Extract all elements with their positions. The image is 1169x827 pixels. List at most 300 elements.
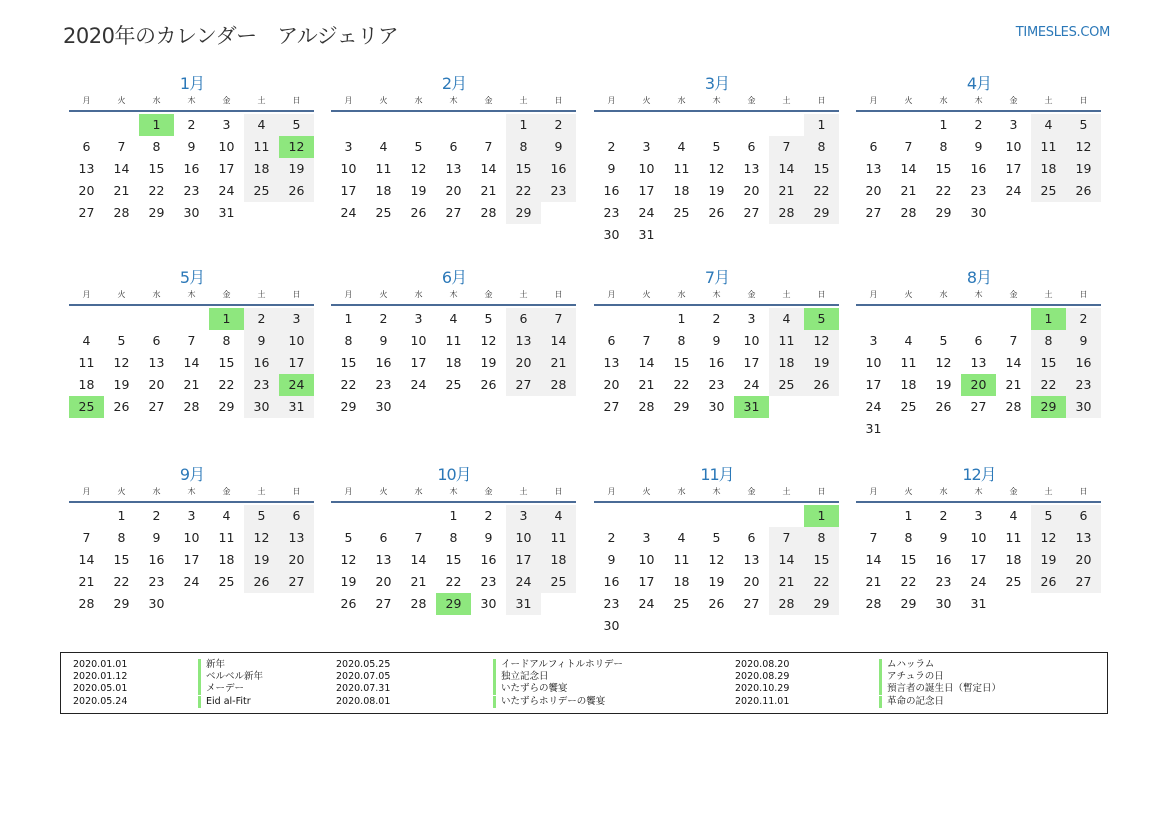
day-cell: 29 [113,596,130,611]
month-block [331,73,577,224]
day-cell: 7 [904,139,913,154]
day-cell: 12 [113,355,130,370]
day-cell: 28 [480,205,497,220]
day-cell: 10 [970,530,987,545]
day-cell: 25 [218,574,235,589]
weekday-label: 水 [152,96,161,105]
day-cell: 9 [152,530,161,545]
empty-cell [769,505,804,527]
day-cell: 13 [603,355,620,370]
day-cell: 1 [209,308,244,330]
day-cell: 25 [69,396,104,418]
day-cell: 14 [769,158,804,180]
day-cell: 14 [900,161,917,176]
day-cell: 15 [340,355,357,370]
empty-cell [1066,202,1101,224]
day-cell: 8 [1031,330,1066,352]
day-cell: 18 [541,549,576,571]
month-block [594,73,840,246]
day-cell: 13 [1066,527,1101,549]
day-cell: 7 [642,333,651,348]
day-cell: 11 [541,527,576,549]
day-cell: 13 [743,552,760,567]
weekday-label: 火 [379,487,388,496]
empty-cell [734,505,769,527]
day-cell: 12 [244,527,279,549]
day-cell: 27 [1066,571,1101,593]
weekday-label: 金 [1009,290,1018,299]
empty-cell [926,308,961,330]
day-cell: 12 [279,136,314,158]
day-cell: 16 [1066,352,1101,374]
day-cell: 23 [970,183,987,198]
weekday-label: 土 [257,96,266,105]
weekday-label: 日 [1079,290,1088,299]
day-cell: 18 [900,377,917,392]
day-cell: 28 [1005,399,1022,414]
day-cell: 10 [865,355,882,370]
day-cell: 8 [449,530,458,545]
day-cell: 16 [603,183,620,198]
month-divider [856,304,1101,306]
day-cell: 6 [279,505,314,527]
weekday-label: 木 [974,96,983,105]
holiday-date: 2020.05.25 [336,659,391,670]
weekday-label: 火 [117,96,126,105]
day-cell: 12 [708,161,725,176]
day-cell: 26 [410,205,427,220]
weekday-label: 水 [677,290,686,299]
week-row [331,308,577,330]
day-cell: 22 [218,377,235,392]
empty-cell [664,615,699,637]
day-cell: 25 [541,571,576,593]
month-divider [69,501,314,503]
empty-cell [401,396,436,418]
day-cell: 11 [900,355,917,370]
weekday-label: 金 [222,290,231,299]
week-row [856,527,1102,549]
day-cell: 13 [78,161,95,176]
day-cell: 28 [769,593,804,615]
empty-cell [104,308,139,330]
day-cell: 19 [113,377,130,392]
day-cell: 29 [436,593,471,615]
day-cell: 31 [279,396,314,418]
day-cell: 19 [708,574,725,589]
month-divider [331,501,576,503]
day-cell: 30 [375,399,392,414]
day-cell: 5 [804,308,839,330]
empty-cell [629,615,664,637]
month-divider [594,110,839,112]
empty-cell [926,418,961,440]
day-cell: 7 [187,333,196,348]
day-cell: 10 [340,161,357,176]
day-cell: 10 [638,552,655,567]
day-cell: 29 [1031,396,1066,418]
day-cell: 15 [218,355,235,370]
month-block [856,267,1102,440]
week-row [594,136,840,158]
week-row [69,374,315,396]
day-cell: 17 [970,552,987,567]
day-cell: 21 [78,574,95,589]
day-cell: 4 [379,139,388,154]
week-row [331,593,577,615]
empty-cell [366,114,401,136]
day-cell: 2 [607,530,616,545]
week-row [69,549,315,571]
month-block [856,73,1102,224]
weekday-label: 日 [817,96,826,105]
weekday-label: 土 [519,96,528,105]
weekday-label: 土 [1044,487,1053,496]
empty-cell [891,308,926,330]
weekday-header [594,486,840,498]
empty-cell [244,593,279,615]
day-cell: 18 [1031,158,1066,180]
weekday-label: 水 [677,96,686,105]
day-cell: 22 [804,571,839,593]
day-cell: 31 [734,396,769,418]
holiday-name: イードアルフィトルホリデー [493,659,623,671]
weekday-label: 金 [484,487,493,496]
weekday-label: 日 [292,487,301,496]
day-cell: 27 [279,571,314,593]
day-cell: 18 [375,183,392,198]
week-row [69,330,315,352]
day-cell: 23 [480,574,497,589]
day-cell: 11 [769,330,804,352]
day-cell: 8 [152,139,161,154]
week-row [331,571,577,593]
week-row [594,308,840,330]
empty-cell [629,114,664,136]
day-cell: 16 [480,552,497,567]
week-row [856,396,1102,418]
empty-cell [769,396,804,418]
day-cell: 11 [244,136,279,158]
day-cell: 20 [445,183,462,198]
day-cell: 21 [769,571,804,593]
month-divider [331,110,576,112]
day-cell: 8 [506,136,541,158]
day-cell: 26 [244,571,279,593]
day-cell: 28 [541,374,576,396]
empty-cell [996,308,1031,330]
day-cell: 16 [970,161,987,176]
holiday-legend [60,652,1108,714]
day-cell: 10 [1005,139,1022,154]
week-row [331,527,577,549]
month-block [69,73,315,224]
day-cell: 26 [935,399,952,414]
day-cell: 17 [218,161,235,176]
week-row [331,505,577,527]
day-cell: 20 [865,183,882,198]
weekday-label: 月 [82,290,91,299]
week-row [594,158,840,180]
day-cell: 8 [117,530,126,545]
empty-cell [471,396,506,418]
day-cell: 9 [244,330,279,352]
day-cell: 30 [148,596,165,611]
day-cell: 1 [939,117,948,132]
empty-cell [996,202,1031,224]
weekday-label: 月 [607,487,616,496]
weekday-header [331,95,577,107]
day-cell: 29 [673,399,690,414]
day-cell: 15 [673,355,690,370]
day-cell: 6 [869,139,878,154]
day-cell: 2 [379,311,388,326]
day-cell: 1 [677,311,686,326]
weekday-label: 水 [939,96,948,105]
day-cell: 30 [1066,396,1101,418]
month-block [69,464,315,615]
day-cell: 12 [1031,527,1066,549]
week-row [856,549,1102,571]
day-cell: 23 [244,374,279,396]
empty-cell [1066,418,1101,440]
day-cell: 28 [410,596,427,611]
day-cell: 12 [804,330,839,352]
day-cell: 27 [445,205,462,220]
day-cell: 9 [484,530,493,545]
day-cell: 30 [480,596,497,611]
week-row [856,308,1102,330]
day-cell: 11 [375,161,392,176]
holiday-date: 2020.05.01 [73,683,128,695]
empty-cell [769,615,804,637]
day-cell: 15 [113,552,130,567]
weekday-label: 木 [449,487,458,496]
day-cell: 4 [541,505,576,527]
empty-cell [629,505,664,527]
holiday-date: 2020.07.05 [336,671,391,683]
weekday-label: 木 [187,290,196,299]
day-cell: 21 [1005,377,1022,392]
day-cell: 15 [506,158,541,180]
day-cell: 21 [113,183,130,198]
weekday-label: 月 [869,96,878,105]
month-divider [856,501,1101,503]
day-cell: 1 [506,114,541,136]
weekday-label: 木 [712,290,721,299]
empty-cell [594,505,629,527]
empty-cell [331,505,366,527]
holiday-name: 新年 [198,659,225,671]
day-cell: 17 [506,549,541,571]
day-cell: 31 [218,205,235,220]
day-cell: 22 [506,180,541,202]
day-cell: 9 [379,333,388,348]
day-cell: 12 [410,161,427,176]
day-cell: 24 [638,205,655,220]
day-cell: 27 [603,399,620,414]
day-cell: 31 [506,593,541,615]
day-cell: 13 [375,552,392,567]
holiday-date: 2020.11.01 [735,695,790,707]
day-cell: 22 [445,574,462,589]
month-block [69,267,315,418]
day-cell: 20 [506,352,541,374]
day-cell: 14 [480,161,497,176]
week-row [69,505,315,527]
day-cell: 18 [244,158,279,180]
week-row [69,527,315,549]
week-row [331,352,577,374]
empty-cell [734,615,769,637]
day-cell: 14 [541,330,576,352]
day-cell: 4 [82,333,91,348]
day-cell: 13 [865,161,882,176]
week-row [69,158,315,180]
day-cell: 27 [148,399,165,414]
day-cell: 26 [279,180,314,202]
empty-cell [506,396,541,418]
day-cell: 8 [804,527,839,549]
day-cell: 24 [183,574,200,589]
day-cell: 14 [410,552,427,567]
week-row [856,330,1102,352]
day-cell: 1 [117,508,126,523]
empty-cell [436,114,471,136]
empty-cell [856,505,891,527]
week-row [856,114,1102,136]
day-cell: 25 [1031,180,1066,202]
day-cell: 28 [769,202,804,224]
day-cell: 6 [379,530,388,545]
day-cell: 24 [218,183,235,198]
day-cell: 6 [506,308,541,330]
month-divider [69,110,314,112]
holiday-name: いたずらの饗宴 [493,683,568,695]
week-row [69,396,315,418]
day-cell: 12 [935,355,952,370]
day-cell: 30 [603,618,620,633]
weekday-label: 日 [817,487,826,496]
day-cell: 28 [113,205,130,220]
day-cell: 14 [638,355,655,370]
week-row [69,571,315,593]
day-cell: 22 [804,180,839,202]
day-cell: 8 [344,333,353,348]
day-cell: 22 [113,574,130,589]
day-cell: 25 [244,180,279,202]
day-cell: 5 [279,114,314,136]
weekday-label: 火 [117,290,126,299]
day-cell: 8 [904,530,913,545]
weekday-header [856,289,1102,301]
weekday-label: 土 [257,487,266,496]
week-row [594,615,840,637]
month-name: 5月 [179,268,205,287]
empty-cell [174,308,209,330]
day-cell: 5 [344,530,353,545]
day-cell: 9 [939,530,948,545]
day-cell: 27 [743,205,760,220]
empty-cell [1031,202,1066,224]
week-row [594,549,840,571]
week-row [594,352,840,374]
day-cell: 13 [445,161,462,176]
weekday-label: 水 [414,96,423,105]
weekday-label: 月 [869,487,878,496]
day-cell: 20 [148,377,165,392]
weekday-label: 水 [414,487,423,496]
day-cell: 26 [804,374,839,396]
week-row [69,593,315,615]
day-cell: 4 [677,139,686,154]
site-link[interactable]: TIMESLES.COM [1015,25,1110,40]
empty-cell [699,114,734,136]
weekday-label: 火 [117,487,126,496]
weekday-label: 火 [379,290,388,299]
day-cell: 28 [900,205,917,220]
day-cell: 10 [279,330,314,352]
day-cell: 10 [743,333,760,348]
empty-cell [174,593,209,615]
day-cell: 8 [939,139,948,154]
day-cell: 15 [445,552,462,567]
day-cell: 23 [708,377,725,392]
day-cell: 22 [900,574,917,589]
weekday-label: 土 [1044,96,1053,105]
month-name: 7月 [704,268,730,287]
weekday-label: 金 [222,487,231,496]
empty-cell [366,505,401,527]
weekday-label: 火 [642,290,651,299]
day-cell: 16 [541,158,576,180]
day-cell: 3 [642,530,651,545]
day-cell: 23 [1066,374,1101,396]
day-cell: 16 [708,355,725,370]
day-cell: 8 [677,333,686,348]
day-cell: 17 [638,183,655,198]
holiday-name: Eid al-Fitr [198,696,251,708]
day-cell: 5 [414,139,423,154]
day-cell: 12 [1066,136,1101,158]
day-cell: 26 [1066,180,1101,202]
holiday-name: いたずらホリデーの饗宴 [493,696,605,708]
day-cell: 9 [712,333,721,348]
day-cell: 10 [638,161,655,176]
weekday-label: 土 [1044,290,1053,299]
weekday-label: 日 [554,96,563,105]
holiday-name: 独立記念日 [493,671,549,683]
day-cell: 24 [506,571,541,593]
weekday-header [69,95,315,107]
day-cell: 12 [480,333,497,348]
holiday-date: 2020.07.31 [336,683,391,695]
day-cell: 19 [935,377,952,392]
weekday-label: 土 [257,290,266,299]
day-cell: 1 [804,505,839,527]
day-cell: 18 [218,552,235,567]
day-cell: 26 [1031,571,1066,593]
empty-cell [436,396,471,418]
empty-cell [69,114,104,136]
week-row [856,418,1102,440]
page-title: 2020年のカレンダー アルジェリア [63,24,399,48]
empty-cell [541,593,576,615]
day-cell: 11 [445,333,462,348]
weekday-label: 金 [747,487,756,496]
day-cell: 21 [638,377,655,392]
empty-cell [69,505,104,527]
